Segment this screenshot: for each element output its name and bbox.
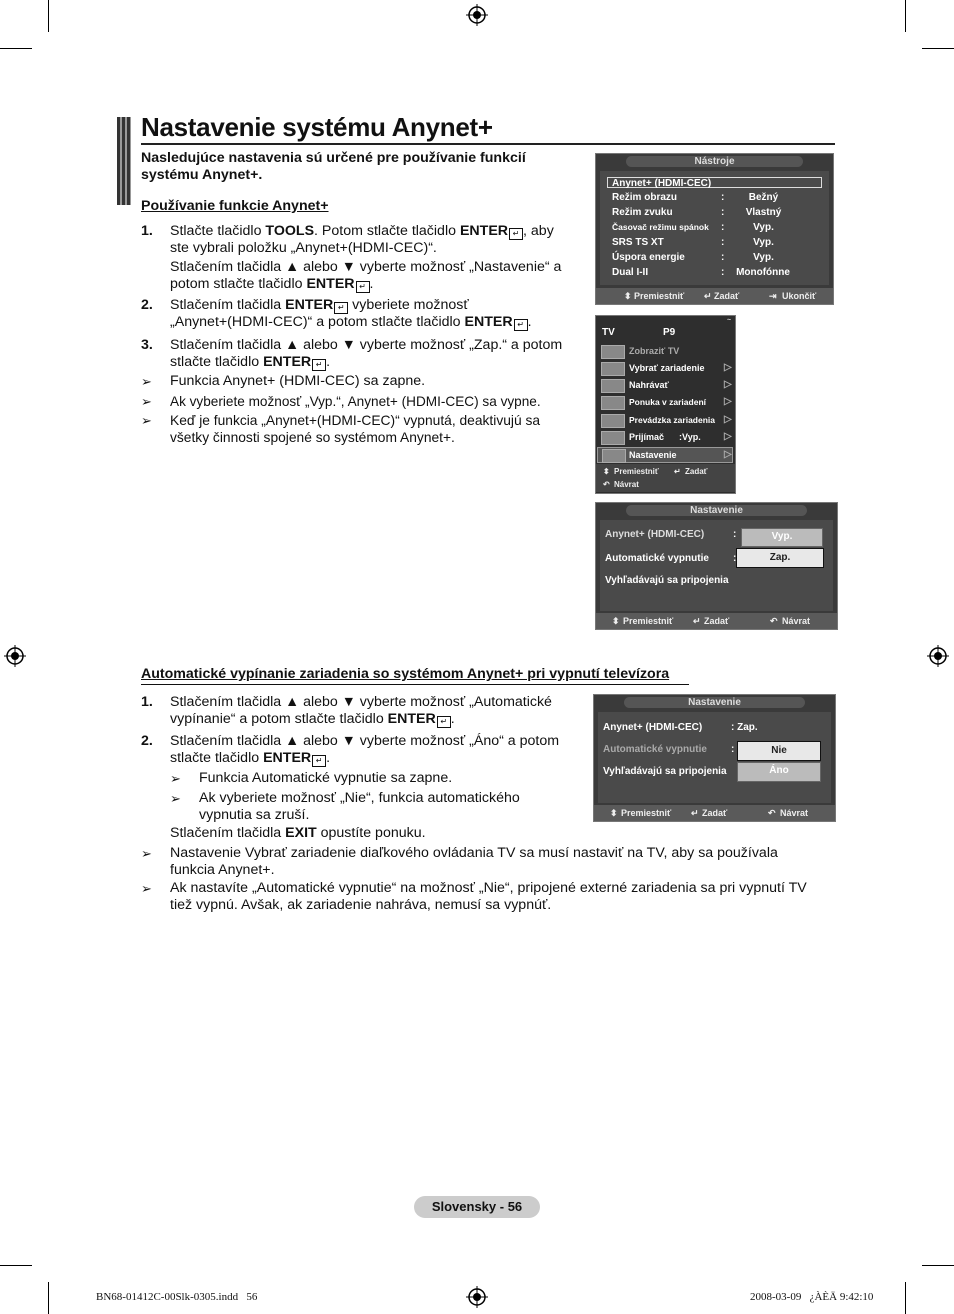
tools-item-label[interactable]: Časovač režimu spánok	[612, 222, 709, 232]
s2-note3	[170, 880, 845, 914]
note-arrow-icon: ➢	[141, 881, 152, 896]
title-rule	[141, 143, 835, 145]
note-arrow-icon: ➢	[170, 771, 181, 786]
text: TOOLS	[265, 223, 315, 239]
tools-item-value: Vyp.	[753, 252, 774, 263]
option-off[interactable]: Vyp.	[741, 528, 823, 547]
text: .	[527, 314, 532, 330]
exit-icon: ⇥	[769, 291, 777, 301]
footer-back: Návrat	[782, 616, 811, 626]
osd-title: Nástroje	[626, 156, 803, 167]
note-arrow-icon: ➢	[141, 413, 152, 428]
text: Stlačením tlačidla	[170, 297, 286, 313]
text: tiež vypnú. Avšak, ak zariadenie nahráva, nemusí sa vypnúť.	[170, 897, 552, 913]
device-select-icon	[601, 362, 625, 376]
text: . Potom stlačte tlačidlo	[314, 223, 460, 239]
chevron-right-icon: ▷	[724, 449, 732, 460]
osd-title: Nastavenie	[626, 505, 807, 516]
enter-icon: ↵	[312, 359, 326, 371]
crop-mark	[48, 0, 49, 32]
chevron-right-icon: ▷	[724, 431, 732, 442]
registration-mark-icon	[927, 645, 949, 667]
channel-label: P9	[663, 327, 676, 338]
text: Stlačením tlačidla	[170, 825, 286, 841]
osd-title: Nastavenie	[624, 697, 805, 708]
s2-exit	[170, 825, 426, 842]
osd-footer	[596, 288, 833, 304]
anynet-item-selected[interactable]	[597, 447, 733, 463]
tools-item-sep: :	[721, 222, 725, 233]
step-number: 2.	[141, 297, 153, 313]
page-title: Nastavenie systému Anynet+	[141, 112, 493, 142]
text: potom stlačte tlačidlo	[170, 276, 307, 292]
text: ENTER	[459, 223, 509, 239]
section2-rule	[141, 684, 689, 685]
anynet-item[interactable]	[597, 429, 733, 445]
move-icon: ⬍	[610, 808, 618, 818]
tools-item-value: Vyp.	[753, 222, 774, 233]
anynet-item-label: Prijímač :Vyp.	[629, 432, 701, 442]
anynet-menu-screen	[595, 315, 736, 494]
s2-note2	[170, 845, 840, 879]
move-icon: ⬍	[624, 291, 632, 301]
tv-icon	[601, 345, 625, 359]
setup-item-anynet[interactable]: Anynet+ (HDMI-CEC)	[603, 722, 703, 733]
anynet-item[interactable]	[597, 412, 733, 428]
text: .	[369, 276, 374, 292]
enter-icon: ↵	[691, 808, 699, 818]
section1-heading: Používanie funkcie Anynet+	[141, 198, 329, 214]
step-number: 3.	[141, 337, 153, 353]
footer-back: Návrat	[780, 808, 809, 818]
receiver-icon	[601, 431, 625, 445]
setup-item-auto-off[interactable]: Automatické vypnutie	[603, 744, 707, 755]
text: Stlačením tlačidla ▲ alebo ▼ vyberte možnosť „Zap.“ a potom	[170, 337, 563, 353]
page-number-badge: Slovensky - 56	[414, 1196, 540, 1218]
text: Stlačením tlačidla ▲ alebo ▼ vyberte možnosť „Automatické	[170, 694, 552, 710]
return-icon: ↶	[770, 616, 778, 626]
anynet-item-label: Zobraziť TV	[629, 346, 680, 356]
text: opustíte ponuku.	[316, 825, 426, 841]
text: ENTER	[306, 276, 355, 292]
footer-enter: Zadať	[685, 467, 708, 476]
setup-screen-2	[593, 694, 836, 822]
note3	[170, 412, 590, 446]
anynet-item-label: Nastavenie	[629, 450, 677, 460]
sep: :	[731, 744, 735, 755]
tools-item-label[interactable]: Režim zvuku	[612, 207, 673, 218]
footer-move: Premiestniť	[614, 467, 659, 476]
step3-text	[170, 337, 590, 371]
crop-mark	[905, 0, 906, 32]
text: stlačte tlačidlo	[170, 750, 264, 766]
tools-item-sep: :	[721, 252, 725, 263]
sep: :	[733, 553, 737, 564]
anynet-logo: ~	[726, 317, 731, 324]
text: všetky činnosti spojené so systémom Anynet+.	[170, 430, 455, 445]
setup-item-anynet[interactable]: Anynet+ (HDMI-CEC)	[605, 529, 705, 540]
step2-text	[170, 297, 590, 331]
enter-icon: ↵	[514, 319, 528, 331]
anynet-item-label: Ponuka v zariadení	[629, 397, 706, 407]
text: Stlačením tlačidla ▲ alebo ▼ vyberte možnosť „Áno“ a potom	[170, 733, 560, 749]
anynet-item[interactable]	[597, 377, 733, 393]
text: vypínanie“ a potom stlačte tlačidlo	[170, 711, 388, 727]
tools-item-value: Vyp.	[753, 237, 774, 248]
footer-exit: Ukončiť	[782, 291, 817, 301]
text: vypnutia sa zruší.	[199, 807, 310, 823]
text: , aby	[523, 223, 554, 239]
tools-item-sep: :	[721, 207, 725, 218]
text: ENTER	[387, 711, 436, 727]
s2-step1-text	[170, 694, 590, 728]
device-menu-icon	[601, 396, 625, 410]
anynet-item-label: Nahrávať	[629, 380, 669, 390]
enter-icon: ↵	[674, 467, 681, 476]
tools-item-sep: :	[721, 267, 725, 278]
crop-mark	[0, 48, 32, 49]
tools-item-value: Bežný	[748, 192, 779, 203]
move-icon: ⬍	[603, 467, 610, 476]
anynet-item[interactable]	[597, 360, 733, 376]
text: Ak vyberiete možnosť „Nie“, funkcia automatického	[199, 790, 520, 806]
text: „Anynet+(HDMI-CEC)“ a potom stlačte tlačidlo	[170, 314, 465, 330]
gear-icon	[602, 449, 626, 463]
return-icon: ↶	[603, 480, 610, 489]
s2-note-a: Funkcia Automatické vypnutie sa zapne.	[199, 770, 453, 786]
text: vyberiete možnosť	[348, 297, 469, 313]
text: .	[326, 354, 331, 370]
tools-item-label[interactable]: Úspora energie	[612, 252, 685, 263]
osd-footer	[594, 805, 835, 821]
enter-icon: ↵	[437, 716, 451, 728]
s2-note-b	[199, 790, 589, 824]
crop-mark	[922, 1265, 954, 1266]
footer-back: Návrat	[614, 480, 639, 489]
move-icon: ⬍	[612, 616, 620, 626]
text: Nastavenie Vybrať zariadenie diaľkového ovládania TV sa musí nastaviť na TV, aby sa používala	[170, 845, 778, 861]
enter-icon: ↵	[334, 302, 348, 314]
tools-item-sep: :	[721, 192, 725, 203]
chevron-right-icon: ▷	[724, 396, 732, 407]
option-no[interactable]: Nie	[737, 741, 821, 761]
note2: Ak vyberiete možnosť „Vyp.“, Anynet+ (HDMI-CEC) sa vypne.	[170, 394, 541, 409]
footer-move: Premiestniť	[621, 808, 672, 818]
setup-item-search[interactable]: Vyhľadávajú sa pripojenia	[603, 766, 727, 777]
setup-item-search[interactable]: Vyhľadávajú sa pripojenia	[605, 575, 729, 586]
crop-mark	[905, 1282, 906, 1314]
note-arrow-icon: ➢	[170, 791, 181, 806]
setup-item-anynet-value: : Zap.	[731, 722, 758, 733]
chevron-right-icon: ▷	[724, 362, 732, 373]
tools-item-label[interactable]: SRS TS XT	[612, 237, 664, 248]
enter-icon: ↵	[356, 281, 370, 293]
step-number: 1.	[141, 694, 153, 710]
footer-enter: Zadať	[702, 808, 728, 818]
footer-enter: Zadať	[714, 291, 740, 301]
record-icon	[601, 379, 625, 393]
text: ENTER	[285, 297, 334, 313]
title-decoration	[117, 117, 131, 205]
text: Ak nastavíte „Automatické vypnutie“ na možnosť „Nie“, pripojené externé zariadenia sa pri vypnutí TV	[170, 880, 807, 896]
step1-sub	[170, 259, 590, 293]
text: .	[450, 711, 455, 727]
registration-mark-icon	[466, 4, 488, 26]
anynet-item-label: Vybrať zariadenie	[629, 363, 705, 373]
setup-screen-1	[595, 502, 838, 630]
note1: Funkcia Anynet+ (HDMI-CEC) sa zapne.	[170, 373, 426, 389]
intro-text: Nasledujúce nastavenia sú určené pre používanie funkcií systému Anynet+.	[141, 150, 526, 183]
s2-step2-text	[170, 733, 590, 767]
text: .	[326, 750, 331, 766]
tools-item-sep: :	[721, 237, 725, 248]
setup-item-auto-off[interactable]: Automatické vypnutie	[605, 553, 709, 564]
enter-icon: ↵	[312, 755, 326, 767]
tools-menu-screen	[595, 153, 834, 305]
option-yes[interactable]: Áno	[737, 762, 821, 782]
crop-mark	[922, 48, 954, 49]
footer-move: Premiestniť	[634, 291, 685, 301]
note-arrow-icon: ➢	[141, 394, 152, 409]
footer-file-info: BN68-01412C-00Slk-0305.indd 56	[96, 1291, 258, 1303]
enter-icon: ↵	[704, 291, 712, 301]
text: stlačte tlačidlo	[170, 354, 264, 370]
chevron-right-icon: ▷	[724, 414, 732, 425]
crop-mark	[48, 1282, 49, 1314]
text: Stlačte tlačidlo	[170, 223, 266, 239]
device-operation-icon	[601, 414, 625, 428]
footer-enter: Zadať	[704, 616, 730, 626]
tools-item-value: Monofónne	[736, 267, 790, 278]
footer-move: Premiestniť	[623, 616, 674, 626]
footer-timestamp: 2008-03-09 ¿ÀÈÄ 9:42:10	[750, 1291, 874, 1303]
step1-text	[170, 223, 590, 257]
tools-item-label[interactable]: Dual I-II	[612, 267, 649, 278]
osd-footer	[596, 464, 735, 492]
note-arrow-icon: ➢	[141, 374, 152, 389]
enter-icon: ↵	[693, 616, 701, 626]
anynet-item[interactable]	[597, 343, 733, 359]
step-number: 1.	[141, 223, 153, 239]
text: Stlačením tlačidla ▲ alebo ▼ vyberte možnosť „Nastavenie“ a	[170, 259, 562, 275]
text: Keď je funkcia „Anynet+(HDMI-CEC)“ vypnutá, deaktivujú sa	[170, 413, 541, 428]
text: EXIT	[285, 825, 317, 841]
return-icon: ↶	[768, 808, 776, 818]
anynet-item[interactable]	[597, 394, 733, 410]
enter-icon: ↵	[509, 228, 523, 240]
section2-heading: Automatické vypínanie zariadenia so systémom Anynet+ pri vypnutí televízora	[141, 666, 670, 682]
osd-footer	[596, 613, 837, 629]
step-number: 2.	[141, 733, 153, 749]
text: funkcia Anynet+.	[170, 862, 275, 878]
tools-item-label[interactable]: Režim obrazu	[612, 192, 678, 203]
crop-mark	[0, 1265, 32, 1266]
source-label: TV	[602, 327, 615, 338]
chevron-right-icon: ▷	[724, 379, 732, 390]
tools-item-anynet[interactable]: Anynet+ (HDMI-CEC)	[607, 177, 822, 188]
text: ENTER	[263, 354, 312, 370]
text: ENTER	[263, 750, 312, 766]
tools-item-value: Vlastný	[745, 207, 782, 218]
note-arrow-icon: ➢	[141, 846, 152, 861]
text: ENTER	[464, 314, 513, 330]
anynet-item-label: Prevádzka zariadenia	[629, 415, 715, 425]
registration-mark-icon	[466, 1286, 488, 1308]
text: ste vybrali položku „Anynet+(HDMI-CEC)“.	[170, 240, 437, 256]
registration-mark-icon	[4, 645, 26, 667]
option-on[interactable]: Zap.	[736, 548, 824, 568]
sep: :	[733, 529, 737, 540]
